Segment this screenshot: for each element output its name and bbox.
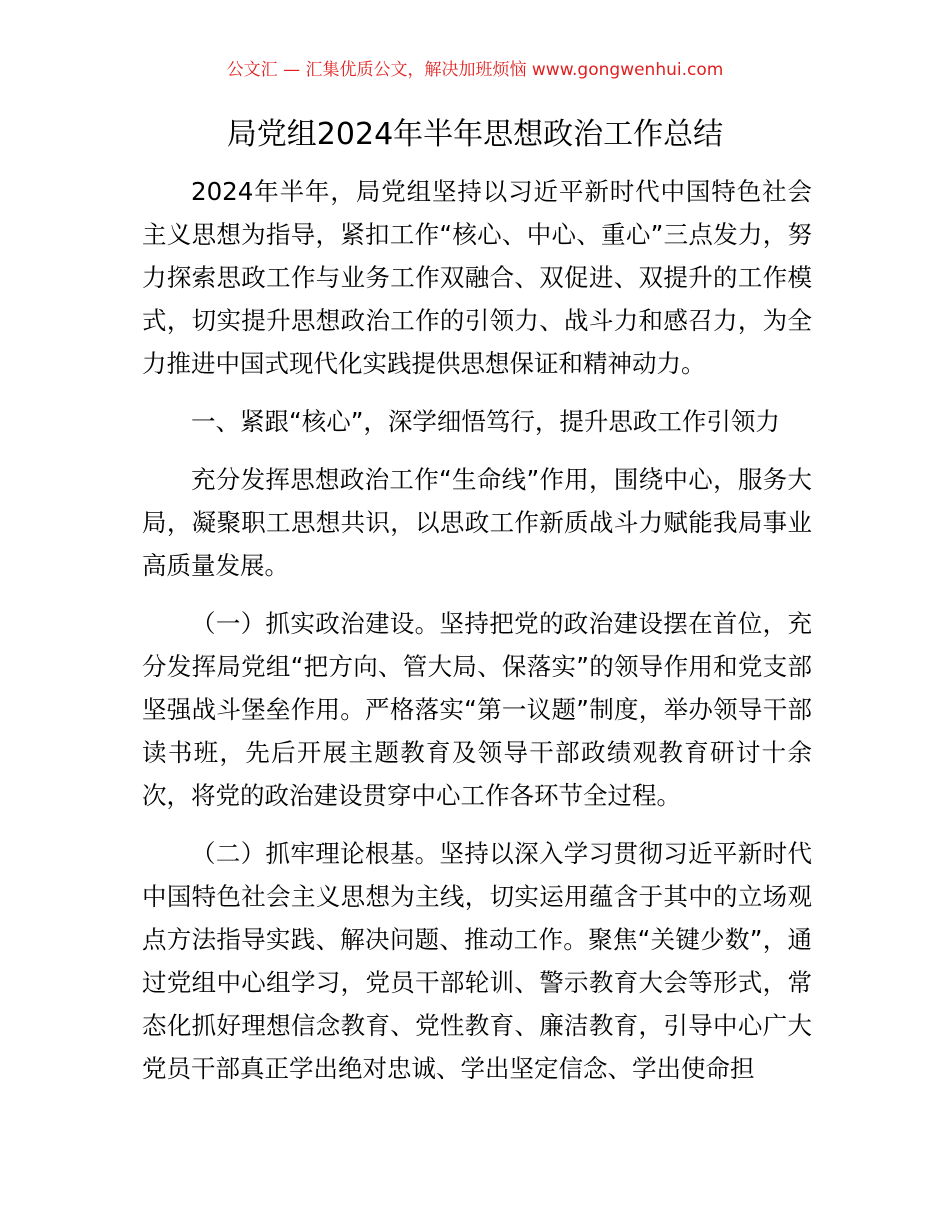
section-1-paragraph: 充分发挥思想政治工作“生命线”作用，围绕中心，服务大局，凝聚职工思想共识，以思政工作新质战斗力赋能我局事业高质量发展。 <box>142 465 812 580</box>
subsection-2-paragraph: （二）抓牢理论根基。坚持以深入学习贯彻习近平新时代中国特色社会主义思想为主线，切实运用蕴含于其中的立场观点方法指导实践、解决问题、推动工作。聚焦“关键少数”，通过党组中心组学习，党员干部轮训、警示教育大会等形式，常态化抓好理想信念教育、党性教育、廉洁教育，引导中心广大党员干部真正学出绝对忠诚、学出坚定信念、学出使命担 <box>142 839 812 1083</box>
document-body <box>142 170 812 1105</box>
document-title: 局党组2024年半年思想政治工作总结 <box>226 117 724 152</box>
intro-paragraph: 2024年半年，局党组坚持以习近平新时代中国特色社会主义思想为指导，紧扣工作“核心、中心、重心”三点发力，努力探索思政工作与业务工作双融合、双促进、双提升的工作模式，切实提升思想政治工作的引领力、战斗力和感召力，为全力推进中国式现代化实践提供思想保证和精神动力。 <box>142 177 812 378</box>
subsection-1-paragraph: （一）抓实政治建设。坚持把党的政治建设摆在首位，充分发挥局党组“把方向、管大局、保落实”的领导作用和党支部坚强战斗堡垒作用。严格落实“第一议题”制度，举办领导干部读书班，先后开展主题教育及领导干部政绩观教育研讨十余次，将党的政治建设贯穿中心工作各环节全过程。 <box>142 609 812 810</box>
watermark-header: 公文汇 — 汇集优质公文，解决加班烦恼 www.gongwenhui.com <box>226 60 724 80</box>
section-heading-1: 一、紧跟“核心”，深学细悟笃行，提升思政工作引领力 <box>191 407 780 436</box>
